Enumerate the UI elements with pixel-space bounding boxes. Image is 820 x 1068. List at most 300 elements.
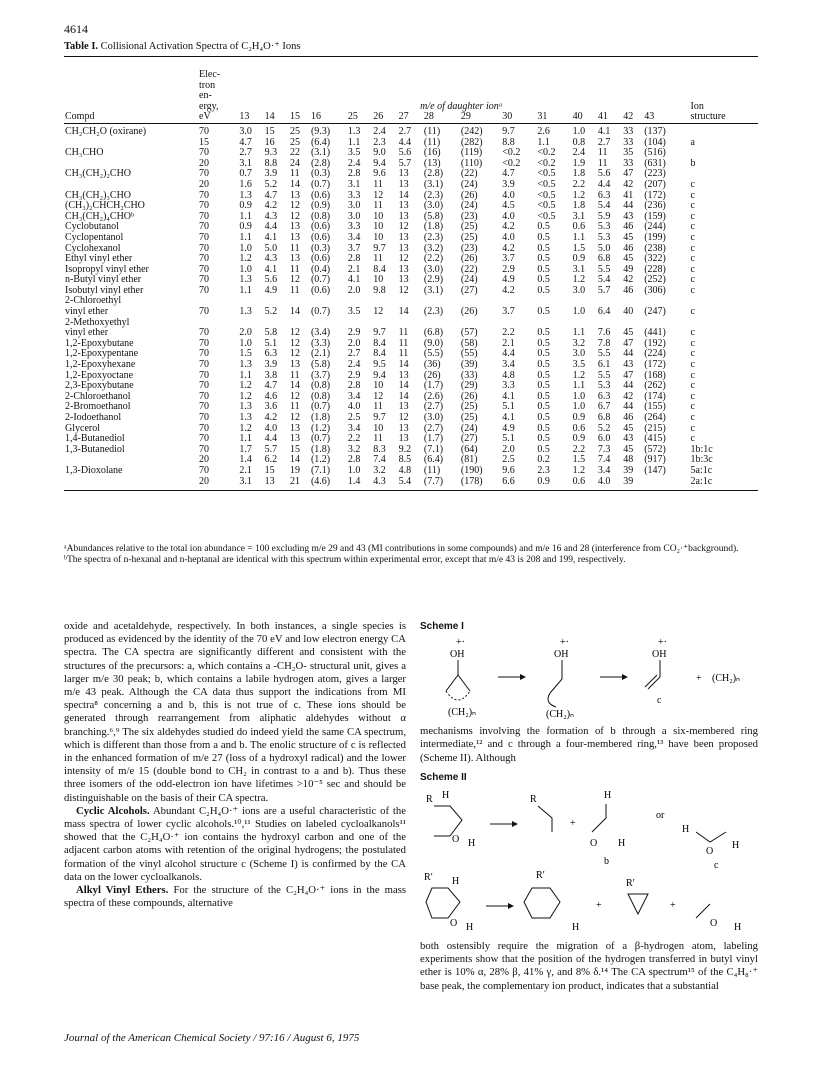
abundance-cell: 0.2 (537, 454, 550, 466)
abundance-cell: (2.9) (423, 274, 444, 286)
electron-energy: 70 (199, 274, 209, 286)
compound-name: 2-Methoxyethyl (65, 316, 130, 328)
abundance-cell: 21 (289, 475, 300, 487)
abundance-cell: 45 (623, 253, 634, 265)
table-top-rule (64, 56, 758, 57)
abundance-cell: 7.4 (597, 454, 611, 466)
electron-energy: 20 (199, 475, 209, 487)
header-energy: tron (199, 79, 216, 91)
abundance-cell: 12 (289, 348, 300, 360)
abundance-cell: <0.2 (502, 147, 521, 159)
abundance-cell: 1.7 (239, 443, 252, 455)
abundance-cell: 39 (623, 475, 634, 487)
abundance-cell: 8.4 (373, 337, 386, 349)
abundance-cell: 0.5 (537, 231, 550, 243)
abundance-cell: (23) (460, 242, 478, 254)
ion-structure (685, 169, 758, 180)
abundance-cell: (3.1) (423, 178, 444, 190)
abundance-cell: 3.7 (502, 306, 515, 318)
abundance-cell: (16) (423, 147, 441, 159)
abundance-cell: 13 (398, 263, 409, 275)
abundance-cell: 4.2 (502, 221, 515, 233)
abundance-cell: 12 (373, 390, 384, 402)
abundance-cell: 11 (289, 284, 300, 296)
abundance-cell: 8.3 (373, 443, 386, 455)
compound-name: vinyl ether (65, 327, 109, 339)
abundance-cell: (247) (644, 306, 666, 318)
abundance-cell: 11 (289, 168, 300, 180)
abundance-cell: 11 (373, 178, 383, 190)
abundance-cell: (25) (460, 221, 478, 233)
abundance-cell: 14 (289, 178, 300, 190)
abundance-cell: (23) (460, 210, 478, 222)
abundance-cell: 5.1 (502, 433, 515, 445)
abundance-cell: 2.4 (347, 359, 361, 371)
electron-energy: 70 (199, 221, 209, 233)
ion-structure: 1b:1c (690, 443, 713, 455)
abundance-cell: (0.8) (310, 390, 331, 402)
abundance-cell: (24) (460, 274, 478, 286)
ion-structure: 5a:1c (690, 464, 713, 476)
abundance-cell: (11) (423, 464, 441, 476)
heading-cyclic-alcohols: Cyclic Alcohols. (76, 804, 150, 817)
abundance-cell: 9.3 (264, 147, 278, 159)
abundance-cell: (25) (460, 231, 478, 243)
s2-plus-3: + (670, 900, 676, 912)
abundance-cell: (3.1) (423, 284, 444, 296)
abundance-cell: 5.5 (597, 348, 611, 360)
abundance-cell: 2.7 (398, 125, 412, 137)
ion-structure: c (690, 263, 695, 275)
abundance-cell: (282) (460, 136, 483, 148)
s2-H-9: H (572, 922, 580, 934)
abundance-cell: 5.0 (264, 242, 278, 254)
table-header-row (64, 81, 758, 92)
abundance-cell: 11 (289, 242, 300, 254)
abundance-cell: 13 (398, 178, 409, 190)
abundance-cell: (81) (460, 454, 478, 466)
abundance-cell: 11 (373, 253, 383, 265)
ion-structure: c (690, 369, 695, 381)
s2-O-1: O (452, 834, 460, 846)
right-paragraph-2: both ostensibly require the migration of a β-hydrogen atom, labeling experiments show that the position of the hydrogen transferred in butyl vinyl ether is 10% α, 28% β, 41% γ, and 8% δ.¹⁴ The CA spectrum¹⁵ of the C₄H₈·⁺ base peak, the complementary ion product, indicates that a substantial (420, 940, 758, 992)
s2-plus-2: + (596, 900, 602, 912)
abundance-cell: 0.5 (537, 242, 550, 254)
abundance-cell: 4.9 (502, 422, 515, 434)
s1-plusdot-3: +· (658, 637, 667, 649)
mz-column-header: 27 (398, 111, 409, 123)
abundance-cell: <0.5 (537, 210, 556, 222)
abundance-cell: 13 (398, 231, 409, 243)
abundance-cell: 2.0 (347, 337, 361, 349)
electron-energy: 70 (199, 359, 209, 371)
abundance-cell: (228) (644, 263, 666, 275)
abundance-cell: 12 (289, 337, 300, 349)
header-spacer (238, 81, 758, 92)
abundance-cell: (7.1) (423, 443, 444, 455)
abundance-cell: 3.1 (572, 210, 586, 222)
abundance-cell: (172) (644, 359, 666, 371)
abundance-cell: 16 (264, 136, 275, 148)
abundance-cell: 13 (289, 253, 300, 265)
electron-energy: 20 (199, 454, 209, 466)
abundance-cell: 44 (623, 380, 634, 392)
abundance-cell: 5.2 (597, 422, 611, 434)
abundance-cell: (1.8) (423, 221, 444, 233)
abundance-cell: (5.5) (423, 348, 444, 360)
ion-structure: c (690, 401, 695, 413)
s2-H-2: H (468, 838, 476, 850)
table-title (64, 40, 300, 52)
abundance-cell: 4.0 (502, 231, 515, 243)
abundance-cell: 42 (623, 178, 634, 190)
abundance-cell: (0.7) (310, 401, 331, 413)
ion-structure: c (690, 380, 695, 392)
abundance-cell: <0.5 (537, 178, 556, 190)
abundance-cell: (0.3) (310, 168, 331, 180)
compound-name: 1,2-Epoxyoctane (65, 369, 134, 381)
abundance-cell: 1.3 (239, 306, 252, 318)
header-compd (64, 70, 198, 81)
compound-name: 1,2-Epoxybutane (65, 337, 134, 349)
compound-name: CH₃(CH₂)₄CHOᵇ (65, 210, 135, 222)
abundance-cell: 40 (623, 306, 634, 318)
abundance-cell: 2.5 (502, 454, 515, 466)
abundance-cell: (3.0) (423, 200, 444, 212)
compound-name: Cyclohexanol (65, 242, 121, 254)
abundance-cell: <0.2 (537, 147, 556, 159)
abundance-cell: 4.0 (264, 422, 278, 434)
abundance-cell: (516) (644, 147, 666, 159)
alkyl-text: For the structure of the C₂H₄O·⁺ ions in the mass spectra of these compounds, alternative (64, 884, 407, 910)
abundance-cell: 0.8 (572, 136, 586, 148)
compound-name: Cyclobutanol (65, 221, 119, 233)
abundance-cell: (104) (644, 136, 666, 148)
electron-energy: 70 (199, 390, 209, 402)
abundance-cell: 2.0 (347, 284, 361, 296)
electron-energy: 70 (199, 380, 209, 392)
abundance-cell: (0.8) (310, 380, 331, 392)
abundance-cell: 0.9 (572, 412, 586, 423)
abundance-cell: 4.6 (264, 390, 278, 402)
abundance-cell: 6.0 (597, 433, 611, 445)
abundance-cell: 6.8 (597, 253, 611, 265)
abundance-cell: (6.8) (423, 327, 444, 339)
abundance-cell: 0.7 (239, 168, 252, 180)
abundance-cell: (0.9) (310, 200, 331, 212)
scheme-2-label: Scheme II (420, 771, 467, 783)
abundance-cell: (4.6) (310, 475, 331, 487)
abundance-cell: 9.0 (373, 147, 386, 159)
abundance-cell: (3.3) (310, 337, 331, 349)
abundance-cell: 9.4 (373, 157, 386, 169)
abundance-cell: (55) (460, 348, 478, 360)
abundance-cell: 1.3 (347, 125, 361, 137)
abundance-cell: 1.0 (572, 401, 586, 413)
abundance-cell: 44 (623, 401, 634, 413)
abundance-cell: 13 (289, 231, 300, 243)
abundance-cell (643, 477, 684, 488)
abundance-cell: 3.1 (239, 475, 252, 487)
abundance-cell: 1.5 (572, 242, 586, 254)
abundance-cell: 1.1 (239, 284, 252, 296)
abundance-cell: (0.4) (310, 263, 331, 275)
abundance-cell: 1.1 (239, 210, 252, 222)
abundance-cell: 1.0 (572, 306, 586, 318)
s1-plusdot-1: +· (456, 637, 465, 649)
s2-H-10: H (734, 922, 742, 934)
ion-structure: c (690, 189, 695, 201)
abundance-cell: 5.6 (597, 168, 611, 180)
abundance-cell: 12 (398, 412, 409, 423)
mz-column-header: 28 (423, 111, 434, 123)
abundance-cell: 8.4 (373, 348, 386, 360)
abundance-cell: <0.5 (537, 200, 556, 212)
abundance-cell: 11 (398, 337, 409, 349)
s1-product: (CH₂)ₙ (712, 673, 741, 685)
abundance-cell: (322) (644, 253, 666, 265)
abundance-cell: (174) (644, 390, 666, 402)
abundance-cell: 2.6 (537, 125, 550, 137)
s2-O-2: O (590, 838, 598, 850)
abundance-cell: 5.8 (264, 327, 278, 339)
mz-column-header: 31 (537, 111, 548, 123)
ion-structure (685, 296, 758, 307)
abundance-cell: (244) (644, 221, 666, 233)
abundance-cell: 2.7 (347, 348, 361, 360)
abundance-cell: 10 (373, 221, 384, 233)
abundance-cell: (3.1) (310, 147, 331, 159)
abundance-cell: 0.5 (537, 369, 550, 381)
electron-energy: 70 (199, 168, 209, 180)
electron-energy: 70 (199, 306, 209, 318)
abundance-cell: (168) (644, 369, 666, 381)
ion-structure (685, 318, 758, 329)
header-compd (64, 91, 198, 102)
mz-column-header: 13 (239, 111, 250, 123)
abundance-cell: (25) (460, 401, 478, 413)
abundance-cell: 8.5 (398, 454, 412, 466)
s2-label-b: b (604, 856, 609, 868)
abundance-cell: 11 (373, 433, 383, 445)
abundance-cell: 5.5 (597, 263, 611, 275)
abundance-cell: 4.4 (398, 136, 412, 148)
electron-energy: 70 (199, 433, 209, 445)
abundance-cell: 5.1 (502, 401, 515, 413)
electron-energy: 70 (199, 284, 209, 296)
s2-label-c: c (714, 860, 719, 872)
abundance-cell: 3.9 (264, 359, 278, 371)
abundance-cell: 5.4 (398, 475, 412, 487)
abundance-cell: 3.6 (264, 401, 278, 413)
table-row (64, 286, 758, 297)
abundance-cell: (9.3) (310, 125, 331, 137)
abundance-cell: 5.4 (597, 274, 611, 286)
mz-column-header: 30 (502, 111, 513, 123)
abundance-cell: 1.1 (572, 327, 586, 339)
abundance-cell: 15 (264, 464, 275, 476)
abundance-cell: (2.8) (423, 168, 444, 180)
table-row (64, 477, 758, 488)
table-header-row (64, 70, 758, 81)
abundance-cell: 9.7 (502, 125, 515, 137)
abundance-cell: 4.4 (264, 221, 278, 233)
abundance-cell: 6.3 (597, 189, 611, 201)
abundance-cell: 1.4 (347, 475, 361, 487)
abundance-cell: 0.5 (537, 359, 550, 371)
abundance-cell: 47 (623, 337, 634, 349)
mz-column-header: 42 (623, 111, 634, 123)
paragraph-intro: oxide and acetaldehyde, respectively. In both instances, a single species is produced as evidenced by the identity of the 70 eV and low electron energy CA spectra. The CA spectra are significantly different and consistent with the structures of the precursors: a, which contains a -CH₂O- structural unit, gives a larger m/e 30 peak; b, which contains a labile hydrogen atom, gives a larger m/e 43 peak. Although the CA data thus support the indications from MI spectra⁸ concerning a and b, this is not true of c. These ions should be generated through rearrangement from aliphatic aldehydes without α branching.⁶,⁹ The six aldehydes studied do indeed yield the same CA spectrum, which is different than those from a and b. The enolic structure of c is reflected in the enhanced formation of m/e 27 (loss of a hydroxyl radical) and the lower intensity of m/e 15 (double bond to CH₂ in contrast to a and b). Thus these three isomers of the odd-electron ion have lifetimes >10⁻⁵ sec and should be distinguishable on the basis of their CA spectra. (64, 620, 406, 804)
abundance-cell: 2.9 (347, 369, 361, 381)
abundance-cell: 8.8 (264, 157, 278, 169)
compound-name: CH₃(CH₂)₃CHO (65, 189, 132, 201)
abundance-cell: (22) (460, 168, 478, 180)
abundance-cell: 35 (623, 147, 634, 159)
abundance-cell: (2.8) (310, 157, 331, 169)
s2-O-4: O (450, 918, 458, 930)
electron-energy: 70 (199, 231, 209, 243)
abundance-cell: 4.2 (264, 200, 278, 212)
abundance-cell: 1.3 (239, 359, 252, 371)
abundance-cell: 5.6 (398, 147, 412, 159)
abundance-cell: 12 (289, 412, 300, 423)
abundance-cell: 3.0 (347, 200, 361, 212)
abundance-cell: 10 (373, 231, 384, 243)
abundance-cell: 46 (623, 412, 634, 423)
s2-H-3: H (604, 790, 612, 802)
compound-name: Cyclopentanol (65, 231, 124, 243)
abundance-cell: 1.2 (572, 369, 586, 381)
abundance-cell: 2.1 (347, 263, 361, 275)
abundance-cell: 5.6 (264, 274, 278, 286)
abundance-cell: 4.0 (502, 210, 515, 222)
table-row (64, 127, 758, 138)
abundance-cell: (1.2) (310, 454, 331, 466)
electron-energy: 70 (199, 253, 209, 265)
abundance-cell: (224) (644, 348, 666, 360)
abundance-cell: 10 (373, 274, 384, 286)
abundance-cell: (5.8) (423, 210, 444, 222)
abundance-cell: (110) (460, 157, 483, 169)
abundance-cell: 46 (623, 284, 634, 296)
abundance-cell: (26) (460, 253, 478, 265)
electron-energy: 70 (199, 443, 209, 455)
s2-O-5: O (710, 918, 718, 930)
compound-name: 1,3-Butanediol (65, 443, 125, 455)
abundance-cell: 41 (623, 189, 634, 201)
abundance-cell: 11 (597, 147, 608, 159)
abundance-cell: 2.9 (502, 263, 515, 275)
header-mz: m/e of daughter ionᵃ (420, 100, 503, 112)
abundance-cell: 14 (398, 306, 409, 318)
abundance-cell: (119) (460, 147, 483, 159)
abundance-cell: 2.0 (239, 327, 252, 339)
abundance-cell: 11 (398, 348, 409, 360)
abundance-cell: (137) (644, 125, 666, 137)
abundance-cell: 39 (623, 464, 634, 476)
ion-structure: c (690, 210, 695, 222)
abundance-cell: 9.6 (502, 464, 515, 476)
abundance-cell: (242) (460, 125, 483, 137)
abundance-cell: 4.9 (264, 284, 278, 296)
table-row (64, 413, 758, 424)
compound-name: 2,3-Epoxybutane (65, 380, 134, 392)
abundance-cell: (24) (460, 200, 478, 212)
abundance-cell: 1.0 (239, 263, 252, 275)
abundance-cell: 3.0 (239, 125, 252, 137)
abundance-cell: 25 (289, 136, 300, 148)
scheme-1-diagram (420, 633, 758, 725)
abundance-cell: 4.3 (373, 475, 386, 487)
abundance-cell: <0.5 (537, 168, 556, 180)
abundance-cell: 4.1 (502, 412, 515, 423)
abundance-cell: 0.5 (537, 412, 550, 423)
abundance-cell: 3.9 (502, 178, 515, 190)
abundance-cell: (199) (644, 231, 666, 243)
abundance-cell: (2.1) (310, 348, 331, 360)
abundance-cell: 3.4 (502, 359, 515, 371)
ion-structure: c (690, 433, 695, 445)
abundance-cell: 0.5 (537, 337, 550, 349)
abundance-cell: 25 (289, 125, 300, 137)
abundance-cell: 11 (597, 157, 608, 169)
abundance-cell: 1.2 (239, 380, 252, 392)
s2-H-7: H (452, 876, 460, 888)
abundance-cell: 8.4 (373, 263, 386, 275)
abundance-cell: (29) (460, 380, 478, 392)
abundance-cell: 1.0 (347, 464, 361, 476)
abundance-cell: 9.7 (373, 412, 386, 423)
abundance-cell: 13 (398, 168, 409, 180)
abundance-cell: 43 (623, 359, 634, 371)
electron-energy: 15 (199, 136, 209, 148)
abundance-cell: 33 (623, 136, 634, 148)
abundance-cell: 1.3 (239, 189, 252, 201)
abundance-cell: 46 (623, 221, 634, 233)
abundance-cell: 1.0 (239, 337, 252, 349)
bottom-rule (64, 487, 758, 491)
abundance-cell: 4.7 (264, 189, 278, 201)
header-energy: Elec- (199, 69, 221, 80)
abundance-cell: 4.5 (502, 200, 515, 212)
abundance-cell: (7.7) (423, 475, 444, 487)
abundance-cell: 4.8 (502, 369, 515, 381)
abundance-cell: 13 (289, 422, 300, 434)
abundance-cell: 4.1 (597, 125, 611, 137)
mz-column-header: 15 (289, 111, 300, 123)
abundance-cell: 12 (289, 390, 300, 402)
abundance-cell: 42 (623, 274, 634, 286)
abundance-cell: 0.5 (537, 274, 550, 286)
abundance-cell: (24) (460, 178, 478, 190)
abundance-cell: 2.2 (572, 178, 586, 190)
abundance-cell: (192) (644, 337, 666, 349)
ion-structure: c (690, 422, 695, 434)
abundance-cell: 4.7 (264, 380, 278, 392)
abundance-cell: 1.4 (239, 454, 252, 466)
abundance-cell: 2.2 (502, 327, 515, 339)
compound-name: 2-Iodoethanol (65, 412, 122, 423)
abundance-cell: 3.2 (572, 337, 586, 349)
header-energy: eV (199, 111, 211, 123)
abundance-cell: 5.2 (264, 178, 278, 190)
abundance-cell: 5.5 (597, 369, 611, 381)
abundance-cell: (0.6) (310, 221, 331, 233)
abundance-cell: 1.3 (239, 401, 252, 413)
abundance-cell: (24) (460, 422, 478, 434)
abundance-cell: 2.8 (347, 380, 361, 392)
